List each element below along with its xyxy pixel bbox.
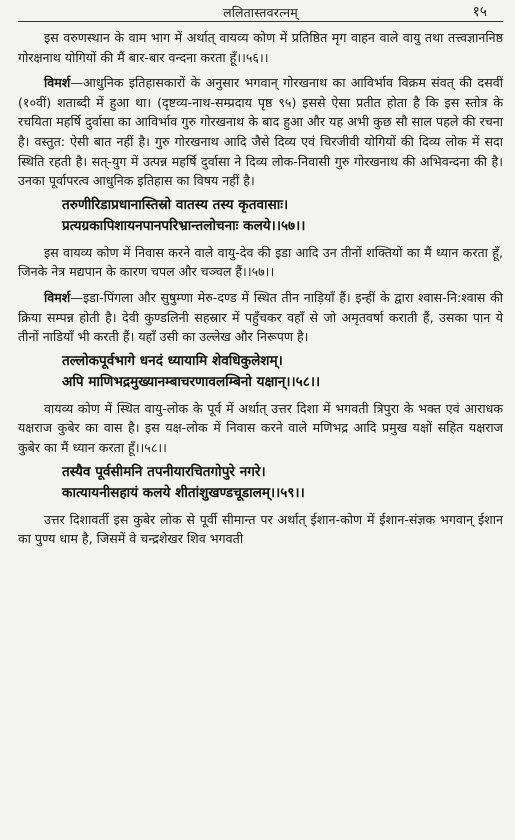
verse-58-line-1: तल्लोकपूर्वभागे धनदं ध्यायामि शेवधिकुलेशम्।	[62, 352, 283, 369]
vimarsh-57-paragraph	[18, 288, 503, 347]
verse-59-meaning: उत्तर दिशावर्ती इस कुबेर लोक से पूर्वी सीमान्त पर अर्थात् ईशान-कोण में ईशान-संज्ञक भगवान् ईशान का पुण्य धाम है, जिसमें वे चन्द्रशेखर शिव भगवती	[18, 511, 503, 547]
verse-58-meaning: वायव्य कोण में स्थित वायु-लोक के पूर्व में अर्थात् उत्तर दिशा में भगवती त्रिपुरा के भक्त एवं आराधक यक्षराज कुबेर का वास है। इस यक्ष-लोक में निवास करने वाले मणिभद्र आदि प्रमुख यक्षों सहित यक्षराज कुबेर का मैं ध्यान करता हूँ।।५८।।	[18, 400, 503, 455]
verse-58	[18, 351, 503, 393]
page-header	[18, 0, 503, 22]
vimarsh-57-text: —इडा-पिंगला और सुषुम्णा मेरु-दण्ड में स्थित तीन नाड़ियाँ हैं। इन्हीं के द्वारा श्वास-नि:श्वास की क्रिया सम्पन्न होती है। देवी कुण्डलिनी सहस्रार में पहुँचकर वहाँ से जो अमृतवर्षा कराती हैं, उसका पान ये तीनों नाडियाँ भी करती हैं। यहाँ उसी का उल्लेख और निरूपण है।	[18, 289, 503, 345]
vimarsh-label: विमर्श	[44, 75, 71, 91]
page-number: १५	[472, 4, 487, 20]
verse-59-line-2: कात्यायनीसहायं कलये शीतांशुखण्डचूडालम्।।५९।।	[62, 484, 305, 501]
verse-59	[18, 462, 503, 504]
vimarsh-56-paragraph	[18, 73, 503, 191]
verse-58-line-2: अपि माणिभद्रमुख्यानम्बाचरणावलम्बिनो यक्षान्।।५८।।	[62, 373, 321, 390]
verse-56-meaning: इस वरुणस्थान के वाम भाग में अर्थात् वायव्य कोण में प्रतिष्ठित मृग वाहन वाले वायु तथा तत्त्वज्ञाननिष्ठ गोरक्षनाथ योगियों की मैं बार-बार वन्दना करता हूँ।।५६।।	[18, 30, 503, 65]
vimarsh-56-text: —आधुनिक इतिहासकारों के अनुसार भगवान् गोरखनाथ का आविर्भाव विक्रम संवत् की दसवीं (१०वीं) शताब्दी में हुआ था। (दृष्टव्य-नाथ-सम्प्रदाय पृष्ठ ९५) इससे ऐसा प्रतीत होता है कि इस स्तोत्र के रचयिता महर्षि दुर्वासा का आविर्भाव गुरु गोरखनाथ के बाद हुआ और यह अभी कुछ सौ साल पहले की रचना है। वस्तुत: ऐसी बात नहीं है। गुरु गोरखनाथ आदि जैसे दिव्य एवं चिरजीवी योगियों की दिव्य लोक में सदा स्थिति रहती है। सत्-युग में उत्पन्न महर्षि दुर्वासा ने दिव्य लोक-निवासी गुरु गोरखनाथ की अभिवन्दना की है। उनका पूर्वापरत्व आधुनिक इतिहास का विषय नहीं है।	[18, 75, 503, 189]
verse-57	[18, 195, 503, 237]
verse-57-line-1: तरुणीरिडाप्रधानास्तिस्रो वातस्य तस्य कृतवासाः।	[62, 196, 289, 213]
verse-59-line-1: तस्यैव पूर्वसीमनि तपनीयारचितगोपुरे नगरे।	[62, 463, 266, 480]
running-title: ललितास्तवरत्नम्	[223, 5, 298, 20]
page-body	[18, 22, 503, 549]
vimarsh-label: विमर्श	[44, 289, 71, 305]
verse-57-line-2: प्रत्यग्रकापिशायनपानपरिभ्रान्तलोचनाः कलये।।५७।।	[62, 217, 306, 234]
verse-57-meaning: इस वायव्य कोण में निवास करने वाले वायु-देव की इडा आदि उन तीनों शक्तियों का मैं ध्यान करता हूँ, जिनके नेत्र मद्यपान के कारण चपल और चञ्चल हैं।।५७।।	[18, 244, 503, 280]
